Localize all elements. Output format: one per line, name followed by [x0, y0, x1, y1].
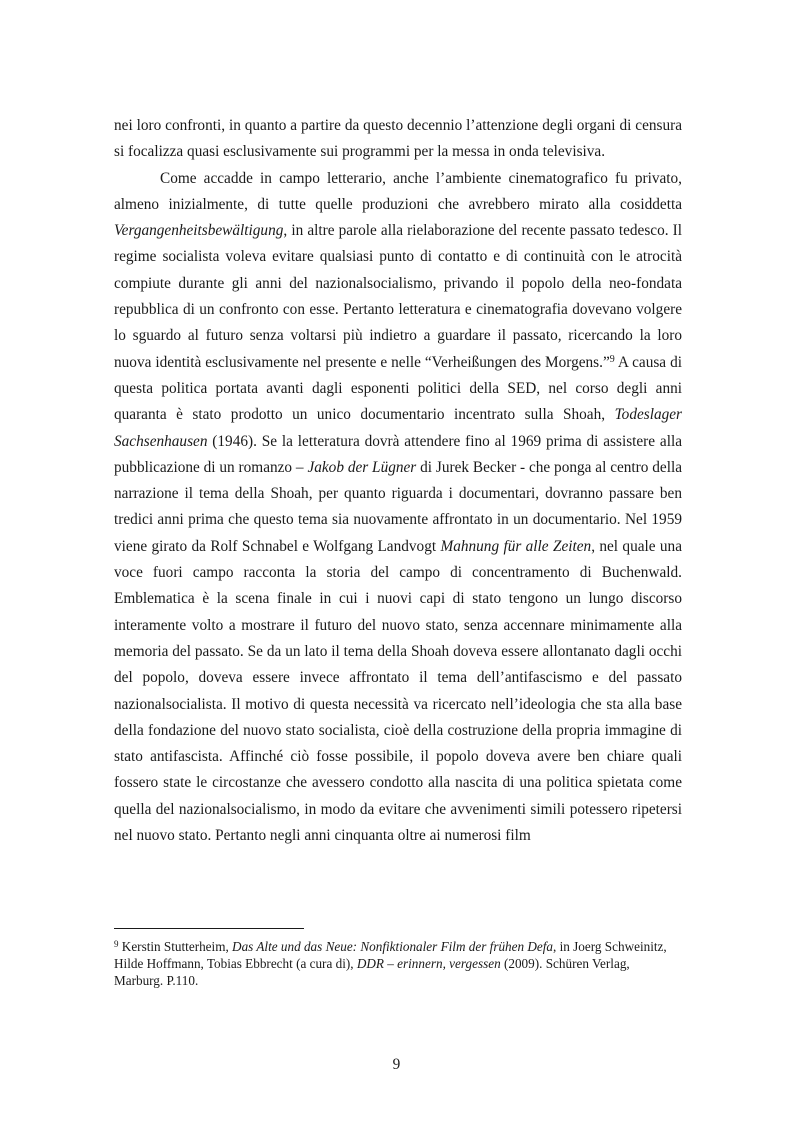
footnote-separator [114, 928, 304, 929]
page-number: 9 [392, 1056, 401, 1073]
footnote-text: (2009). Schüren Verlag, Marburg. P.110. [114, 956, 630, 989]
footnote-italic-title: Das Alte und das Neue: Nonfiktionaler Film der frühen Defa [232, 939, 554, 954]
footnote-reference[interactable]: 9 [609, 353, 615, 365]
text-run: A causa di questa politica portata avanti dagli esponenti politici della SED, nel corso degli anni quaranta è stato prodotto un unico documentario incentrato sulla Shoah, [114, 353, 683, 424]
paragraph-cinema [114, 166, 682, 850]
text-run: , in altre parole alla rielaborazione del recente passato tedesco. Il regime socialista voleva evitare qualsiasi punto di contatto e di continuità con le atrocità compiute durante gli anni del nazionalsocialismo, privando il popolo della neo-fondata repubblica di un confronto con esse. Pertanto letteratura e cinematografia dovevano volgere lo sguardo al futuro senza voltarsi più indietro a guardare il passato, ricercando la loro nuova identità esclusivamente nel presente e nelle “Verheißungen des Morgens.” [114, 222, 682, 371]
text-run: Come accadde in campo letterario, anche l’ambiente cinematografico fu privato, almeno inizialmente, di tutte quelle produzioni che avrebbero mirato alla cosiddetta [114, 169, 682, 213]
text-run: (1946). Se la letteratura dovrà attendere fino al 1969 prima di assistere alla pubblicazione di un romanzo – [114, 432, 682, 476]
text-run: , nel quale una voce fuori campo racconta la storia del campo di concentramento di Buchenwald. Emblematica è la scena finale in cui i nuovi capi di stato tengono un lungo discorso interamente volto a mostrare il futuro del nuovo stato, senza accennare minimamente alla memoria del passato. Se da un lato il tema della Shoah doveva essere allontanato dagli occhi del popolo, doveva essere invece affrontato il tema dell’antifascismo e del passato nazionalsocialista. Il motivo di questa necessità va ricercato nell’ideologia che sta alla base della fondazione del nuovo stato socialista, cioè della costruzione della propria immagine di stato antifascista. Affinché ciò fosse possibile, il popolo doveva avere ben chiare quali fossero state le circostanze che avessero condotto alla nascita di una politica spietata come quella del nazionalsocialismo, in modo da evitare che avvenimenti simili potessero ripetersi nel nuovo stato. Pertanto negli anni cinquanta oltre ai numerosi film [114, 537, 682, 845]
italic-title: Jakob der Lügner [307, 458, 417, 476]
text-run: di Jurek Becker - che ponga al centro della narrazione il tema della Shoah, per quanto riguarda i documentari, dovranno passare ben tredici anni prima che questo tema sia nuovamente affrontato in un documentario. Nel 1959 viene girato da Rolf Schnabel e Wolfgang Landvogt [114, 458, 682, 555]
body-text [114, 113, 682, 849]
footnote-text: Kerstin Stutterheim, [118, 939, 233, 954]
footnote [114, 938, 682, 990]
italic-title: Todeslager Sachsenhausen [114, 406, 682, 450]
italic-term: Vergangenheitsbewältigung [114, 222, 284, 240]
footnote-text: , in Joerg Schweinitz, Hilde Hoffmann, Tobias Ebbrecht (a cura di), [114, 939, 667, 972]
paragraph-continued [114, 113, 682, 166]
footnote-italic-title: DDR – erinnern, vergessen [356, 956, 501, 972]
footnote-number: 9 [114, 939, 119, 949]
italic-title: Mahnung für alle Zeiten [440, 537, 592, 555]
text-run: nei loro confronti, in quanto a partire da questo decennio l’attenzione degli organi di censura si focalizza quasi esclusivamente sui programmi per la messa in onda televisiva. [114, 117, 682, 161]
